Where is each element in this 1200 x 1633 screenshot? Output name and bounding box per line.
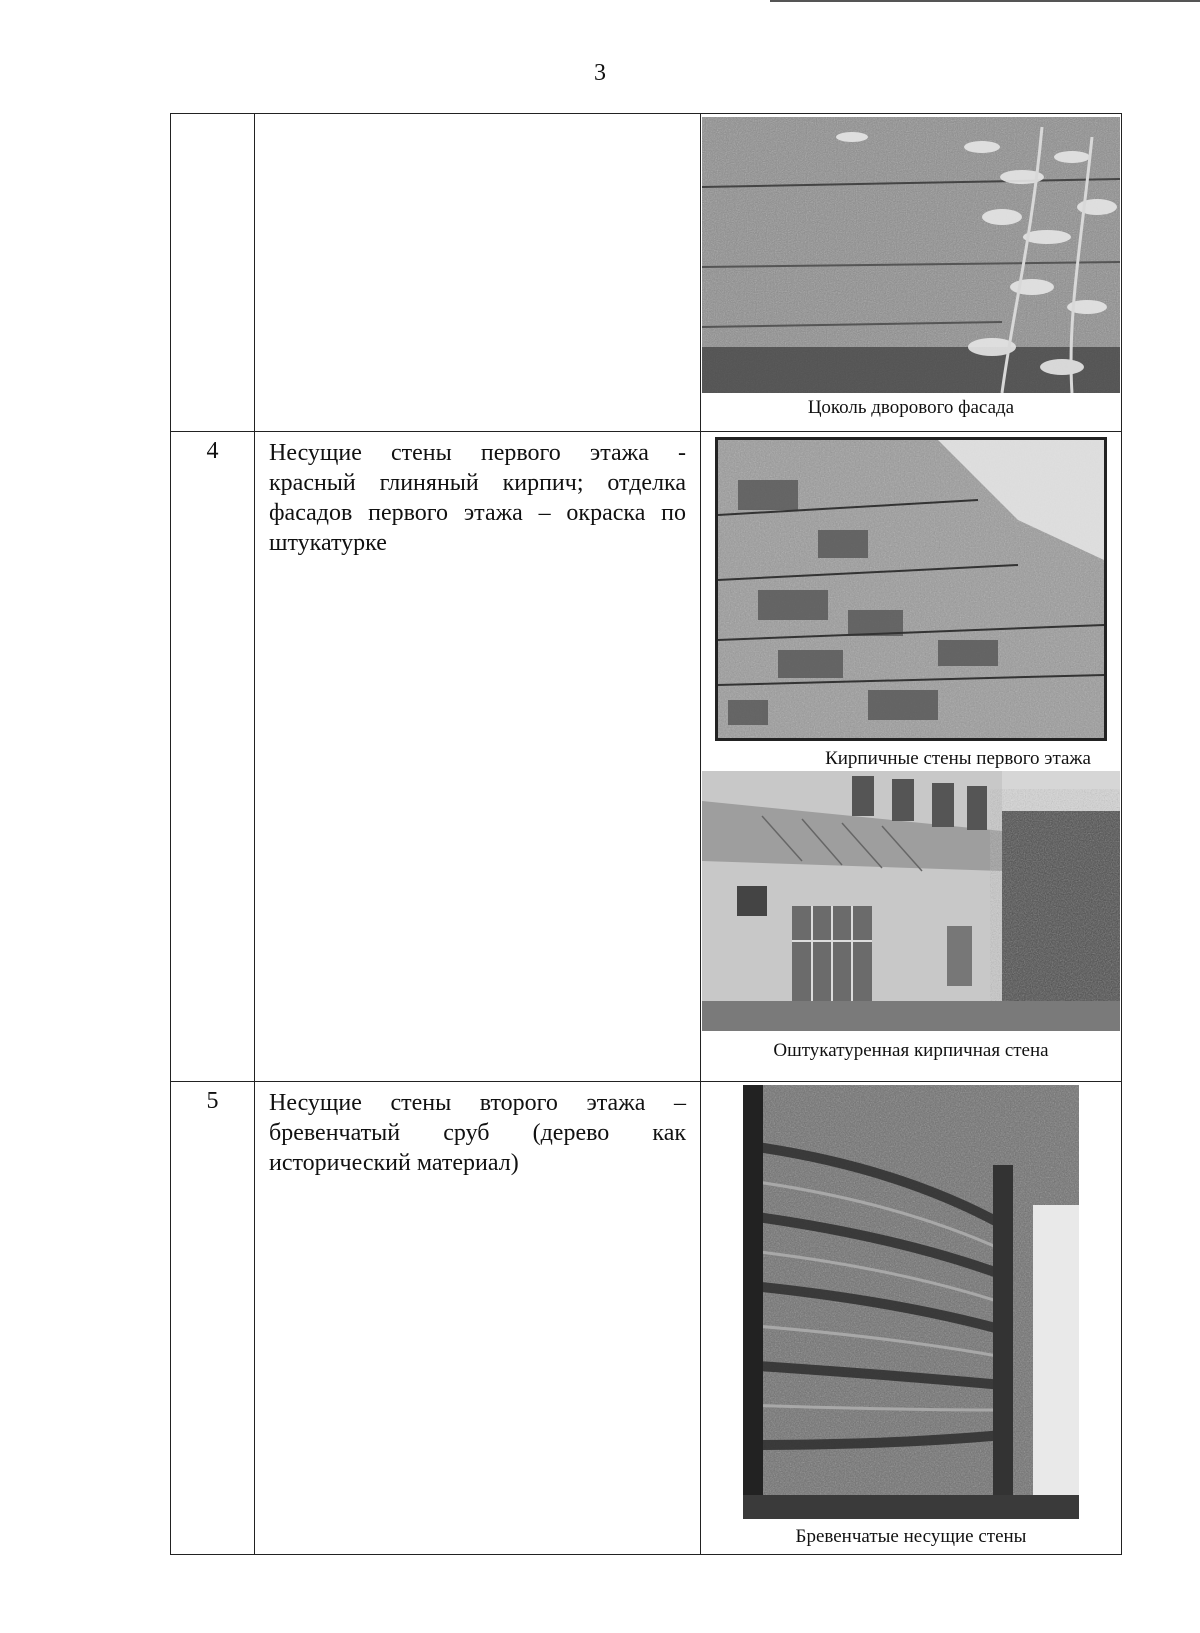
photo-caption: Бревенчатые несущие стены [795,1526,1027,1547]
brick-wall-photo [715,437,1107,741]
row-number [171,114,255,432]
table-row [171,114,1122,432]
row-description: Несущие стены первого этажа - красный глиняный кирпич; отделка фасадов первого этажа – окраска по штукатурке [255,432,701,1082]
page-number: 3 [594,60,606,86]
row-description: Несущие стены второго этажа – бревенчатый сруб (дерево как исторический материал) [255,1082,701,1555]
top-rule [770,0,1200,2]
photo-caption: Оштукатуренная кирпичная стена [773,1040,1049,1061]
photo-cell [701,1082,1122,1555]
photo-caption: Цоколь дворового фасада [807,397,1015,418]
log-wall-photo [743,1085,1079,1519]
table-row [171,432,1122,1082]
row-number: 4 [171,432,255,1082]
photo-caption: Кирпичные стены первого этажа [825,748,1091,769]
photo-cell [701,432,1122,1082]
row-description [255,114,701,432]
plastered-facade-photo [702,771,1120,1031]
plinth-photo [702,117,1120,393]
row-number: 5 [171,1082,255,1555]
elements-table [170,113,1122,1555]
photo-cell [701,114,1122,432]
table-row [171,1082,1122,1555]
